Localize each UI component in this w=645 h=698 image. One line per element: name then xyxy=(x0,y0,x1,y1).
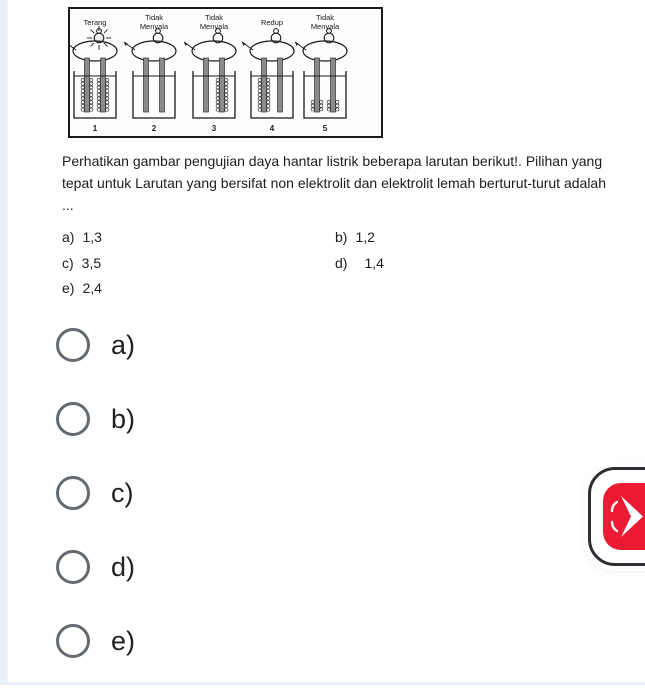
electrode-left xyxy=(262,58,267,112)
option-letter: e) xyxy=(62,280,75,296)
question-text xyxy=(62,150,614,216)
bubble xyxy=(106,78,109,81)
answer-choice-c[interactable] xyxy=(56,476,135,510)
radio-label: b) xyxy=(111,404,136,434)
bubble xyxy=(311,108,314,111)
cell-label: Menyala xyxy=(139,22,169,31)
bubble xyxy=(267,86,270,89)
option-letter: b) xyxy=(335,229,348,245)
electrode-left xyxy=(315,58,320,112)
bubble xyxy=(90,108,93,111)
bubble xyxy=(106,82,109,85)
question-ellipsis: ... xyxy=(62,197,74,213)
bubble xyxy=(81,101,84,104)
cell-label: Tidak xyxy=(204,13,224,22)
radio-label: c) xyxy=(111,478,134,508)
option-value: 2,4 xyxy=(82,280,102,296)
bubble xyxy=(258,78,261,81)
bubble xyxy=(336,104,339,107)
radio-button-d[interactable] xyxy=(56,550,90,584)
option-text-d xyxy=(335,255,384,281)
test-cell-3 xyxy=(184,13,236,133)
bubble xyxy=(258,108,261,111)
bubble xyxy=(81,108,84,111)
bubble xyxy=(106,86,109,89)
option-letter: c) xyxy=(62,254,74,271)
radio-button-a[interactable] xyxy=(56,328,90,362)
bubble xyxy=(225,90,228,93)
switch-arrowhead xyxy=(184,42,188,46)
conductivity-test-diagram xyxy=(68,7,383,138)
bubble xyxy=(106,108,109,111)
bubble xyxy=(90,86,93,89)
bubble xyxy=(106,104,109,107)
test-cell-4 xyxy=(242,18,294,133)
option-text-e xyxy=(62,280,335,306)
option-value: 1,3 xyxy=(82,229,102,245)
test-cell-1 xyxy=(70,18,117,133)
radio-button-c[interactable] xyxy=(56,476,90,510)
bulb-ray xyxy=(104,30,108,34)
switch-arrowhead xyxy=(124,42,128,46)
electrode-right xyxy=(160,58,165,112)
circuit-loop xyxy=(132,41,176,61)
bubble xyxy=(225,86,228,89)
bubble xyxy=(267,108,270,111)
bubble xyxy=(97,97,100,100)
cell-number: 2 xyxy=(151,124,157,133)
option-value: 1,4 xyxy=(364,254,384,271)
bubble xyxy=(81,97,84,100)
bubble xyxy=(267,104,270,107)
cell-number: 5 xyxy=(322,124,328,133)
conductivity-test-svg xyxy=(70,9,381,136)
answer-options-list xyxy=(62,229,384,306)
bubble xyxy=(81,86,84,89)
electrode-right xyxy=(220,58,225,112)
bubble xyxy=(258,86,261,89)
radio-label: d) xyxy=(111,552,136,582)
cell-label: Menyala xyxy=(310,22,340,31)
electrode-left xyxy=(144,58,149,112)
bubble xyxy=(90,90,93,93)
radio-label: e) xyxy=(111,626,136,656)
bubble xyxy=(90,104,93,107)
bubble xyxy=(258,82,261,85)
electrode-right xyxy=(331,58,336,112)
bubble xyxy=(267,90,270,93)
bubble xyxy=(327,108,330,111)
bubble xyxy=(225,78,228,81)
cell-label: Menyala xyxy=(199,22,229,31)
circuit-loop xyxy=(303,41,347,61)
bubble xyxy=(216,101,219,104)
bubble xyxy=(216,108,219,111)
radio-label: a) xyxy=(111,330,136,360)
bubble xyxy=(81,78,84,81)
bubble xyxy=(320,100,323,103)
cell-number: 3 xyxy=(211,124,217,133)
bubble xyxy=(327,100,330,103)
bubble xyxy=(81,82,84,85)
bubble xyxy=(106,90,109,93)
bulb-ray xyxy=(91,43,95,47)
beaker xyxy=(251,71,293,118)
bubble xyxy=(225,104,228,107)
beaker xyxy=(193,71,235,118)
option-text-c xyxy=(62,255,335,281)
bubble xyxy=(225,97,228,100)
radio-button-b[interactable] xyxy=(56,402,90,436)
answer-radio-group xyxy=(56,328,135,698)
option-value: 3,5 xyxy=(81,254,102,271)
bubble xyxy=(258,90,261,93)
bubble xyxy=(97,86,100,89)
bubble xyxy=(97,108,100,111)
bubble xyxy=(225,93,228,96)
electrode-left xyxy=(204,58,209,112)
switch-arrowhead xyxy=(295,42,299,46)
question-body: Perhatikan gambar pengujian daya hantar listrik beberapa larutan berikut!. Pilihan yang tepat untuk Larutan yang bersifat non elektrolit dan elektrolit lemah berturut-turut adalah xyxy=(62,153,606,191)
bubble xyxy=(267,97,270,100)
bubble xyxy=(311,104,314,107)
bubble xyxy=(90,78,93,81)
bubble xyxy=(216,82,219,85)
cell-label: Tidak xyxy=(144,13,164,22)
bubble xyxy=(258,97,261,100)
beaker xyxy=(74,71,116,118)
bubble xyxy=(267,101,270,104)
bubble xyxy=(216,86,219,89)
bubble xyxy=(97,82,100,85)
circuit-loop xyxy=(250,41,294,61)
bubble xyxy=(336,100,339,103)
answer-choice-a[interactable] xyxy=(56,328,135,362)
bubble xyxy=(311,100,314,103)
radio-button-e[interactable] xyxy=(56,624,90,658)
bubble xyxy=(216,93,219,96)
bubble xyxy=(97,101,100,104)
bubble xyxy=(336,108,339,111)
bubble xyxy=(216,104,219,107)
option-letter: d) xyxy=(335,254,348,271)
test-cell-2 xyxy=(124,13,176,133)
bubble xyxy=(320,108,323,111)
bubble xyxy=(97,90,100,93)
left-edge-strip xyxy=(0,0,8,685)
bubble xyxy=(258,104,261,107)
cell-label: Tidak xyxy=(315,13,335,22)
bubble xyxy=(320,104,323,107)
bubble xyxy=(267,93,270,96)
bubble xyxy=(90,97,93,100)
cell-number: 1 xyxy=(92,124,98,133)
screen-recorder-floating-button[interactable] xyxy=(588,467,645,566)
bubble xyxy=(225,82,228,85)
bubble xyxy=(97,78,100,81)
electrode-left xyxy=(85,58,90,112)
bubble xyxy=(97,93,100,96)
bubble xyxy=(216,90,219,93)
option-letter: a) xyxy=(62,229,75,245)
bubble xyxy=(97,104,100,107)
electrode-right xyxy=(101,58,106,112)
option-text-b xyxy=(335,229,384,255)
bubble xyxy=(225,101,228,104)
switch-arrowhead xyxy=(242,42,246,46)
cell-label: Redup xyxy=(260,18,284,27)
bubble xyxy=(258,93,261,96)
beaker xyxy=(304,71,346,118)
test-cell-5 xyxy=(295,13,347,133)
option-text-a xyxy=(62,229,335,255)
cell-label: Terang xyxy=(83,18,107,27)
bubble xyxy=(267,78,270,81)
bubble xyxy=(267,82,270,85)
circuit-loop xyxy=(73,41,117,61)
bubble xyxy=(258,101,261,104)
beaker xyxy=(133,71,175,118)
cell-number: 4 xyxy=(269,124,275,133)
answer-choice-b[interactable] xyxy=(56,402,135,436)
bubble xyxy=(106,97,109,100)
bubble xyxy=(327,104,330,107)
bubble xyxy=(90,101,93,104)
answer-choice-e[interactable] xyxy=(56,624,135,658)
bulb-ray xyxy=(91,30,95,34)
bubble xyxy=(81,93,84,96)
circuit-loop xyxy=(192,41,236,61)
electrode-right xyxy=(278,58,283,112)
bubble xyxy=(106,93,109,96)
bubble xyxy=(216,78,219,81)
bubble xyxy=(81,104,84,107)
bubble xyxy=(106,101,109,104)
option-value: 1,2 xyxy=(355,229,375,245)
recorder-x-icon xyxy=(603,483,645,550)
bulb-ray xyxy=(104,43,108,47)
bubble xyxy=(225,108,228,111)
bubble xyxy=(216,97,219,100)
screen-recorder-logo xyxy=(603,483,645,550)
bubble xyxy=(90,82,93,85)
bubble xyxy=(90,93,93,96)
bubble xyxy=(81,90,84,93)
answer-choice-d[interactable] xyxy=(56,550,135,584)
